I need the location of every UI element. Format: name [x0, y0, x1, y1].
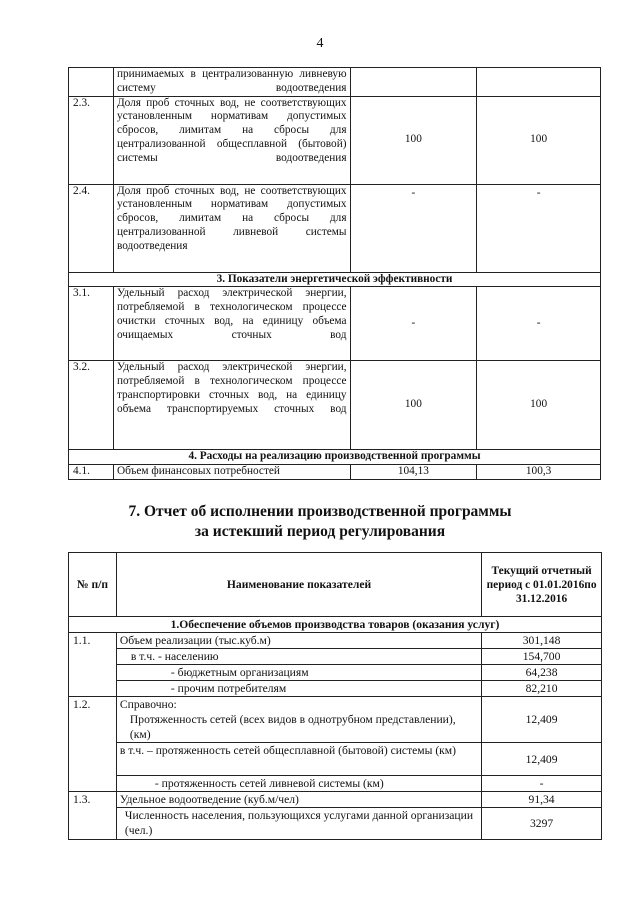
table-row	[69, 776, 602, 792]
table-row	[69, 96, 601, 184]
indicator-name	[116, 697, 481, 743]
indicator-value: 3297	[482, 808, 602, 840]
table-row	[69, 665, 602, 681]
indicator-name: - бюджетным организациям	[116, 665, 481, 681]
indicator-value-plan: 100	[350, 361, 477, 450]
section-row	[69, 450, 601, 465]
header-num: № п/п	[69, 553, 117, 617]
indicator-value-plan: -	[350, 184, 477, 272]
report-heading-line1: 7. Отчет об исполнении производственной программы	[128, 503, 512, 520]
row-number: 3.1.	[69, 287, 114, 361]
row-number: 1.1.	[69, 633, 117, 697]
indicator-value: 12,409	[482, 743, 602, 776]
header-name: Наименование показателей	[116, 553, 481, 617]
header-row	[69, 553, 602, 617]
indicator-name: Численность населения, пользующихся услугами данной организации (чел.)	[116, 808, 481, 840]
indicator-value-fact: -	[477, 184, 601, 272]
table-row	[69, 465, 601, 480]
row-number: 2.3.	[69, 96, 114, 184]
indicator-value: 301,148	[482, 633, 602, 649]
row-number: 3.2.	[69, 361, 114, 450]
indicator-value-fact: 100	[477, 96, 601, 184]
indicator-value-fact: 100,3	[477, 465, 601, 480]
report-heading-line2: за истекший период регулирования	[194, 523, 446, 540]
table-row	[69, 792, 602, 808]
section-title: 3. Показатели энергетической эффективности	[69, 272, 601, 287]
page-number: 4	[316, 36, 324, 51]
table-row	[69, 743, 602, 776]
table-row	[69, 184, 601, 272]
report-table	[68, 552, 602, 840]
indicator-name: в т.ч. – протяженность сетей общесплавной (бытовой) системы (км)	[116, 743, 481, 776]
table-row	[69, 68, 601, 97]
indicator-name-text: Протяженность сетей (всех видов в однотрубном представлении), (км)	[129, 713, 456, 741]
table-row	[69, 808, 602, 840]
row-number: 1.3.	[69, 792, 117, 840]
table-row	[69, 697, 602, 743]
indicator-name: Удельный расход электрической энергии, потребляемой в технологическом процессе очистки сточных вод, на единицу объема очищаемых сточных вод	[113, 287, 350, 361]
indicators-table	[68, 67, 601, 480]
indicator-value: 12,409	[482, 697, 602, 743]
indicator-value-plan: -	[350, 287, 477, 361]
indicator-name: Удельный расход электрической энергии, потребляемой в технологическом процессе транспортировки сточных вод, на единицу объема транспортируемых сточных вод	[113, 361, 350, 450]
indicator-value: 91,34	[482, 792, 602, 808]
indicator-name: Доля проб сточных вод, не соответствующих установленным нормативам допустимых сбросов, лимитам на сбросы для централизованной общесплавной (бытовой) системы водоотведения	[113, 96, 350, 184]
indicator-value-plan: 100	[350, 96, 477, 184]
indicator-value: 82,210	[482, 681, 602, 697]
indicator-name: принимаемых в централизованную ливневую систему водоотведения	[113, 68, 350, 97]
table-row	[69, 633, 602, 649]
table-row	[69, 287, 601, 361]
indicator-value: 154,700	[482, 649, 602, 665]
section-row	[69, 272, 601, 287]
indicator-name: в т.ч. - населению	[116, 649, 481, 665]
indicator-name: Удельное водоотведение (куб.м/чел)	[116, 792, 481, 808]
indicator-name: Доля проб сточных вод, не соответствующих установленным нормативам допустимых сбросов, лимитам на сбросы для централизованной ливневой системы водоотведения	[113, 184, 350, 272]
table-row	[69, 361, 601, 450]
indicator-name: Объем финансовых потребностей	[113, 465, 350, 480]
indicator-name: - прочим потребителям	[116, 681, 481, 697]
indicator-value-fact: 100	[477, 361, 601, 450]
indicator-value-plan	[350, 68, 477, 97]
table-row	[69, 681, 602, 697]
table-row	[69, 649, 602, 665]
section-row	[69, 617, 602, 633]
indicator-value: -	[482, 776, 602, 792]
section-title: 4. Расходы на реализацию производственной программы	[69, 450, 601, 465]
indicator-value: 64,238	[482, 665, 602, 681]
indicator-note-label: Справочно:	[119, 698, 177, 711]
header-period: Текущий отчетный период с 01.01.2016по 31.12.2016	[482, 553, 602, 617]
row-number: 4.1.	[69, 465, 114, 480]
indicator-name: Объем реализации (тыс.куб.м)	[116, 633, 481, 649]
indicator-name: - протяженность сетей ливневой системы (км)	[116, 776, 481, 792]
indicator-value-fact	[477, 68, 601, 97]
indicator-value-fact: -	[477, 287, 601, 361]
row-number: 1.2.	[69, 697, 117, 792]
row-number	[69, 68, 114, 97]
indicator-value-plan: 104,13	[350, 465, 477, 480]
section-title: 1.Обеспечение объемов производства товаров (оказания услуг)	[69, 617, 602, 633]
row-number: 2.4.	[69, 184, 114, 272]
